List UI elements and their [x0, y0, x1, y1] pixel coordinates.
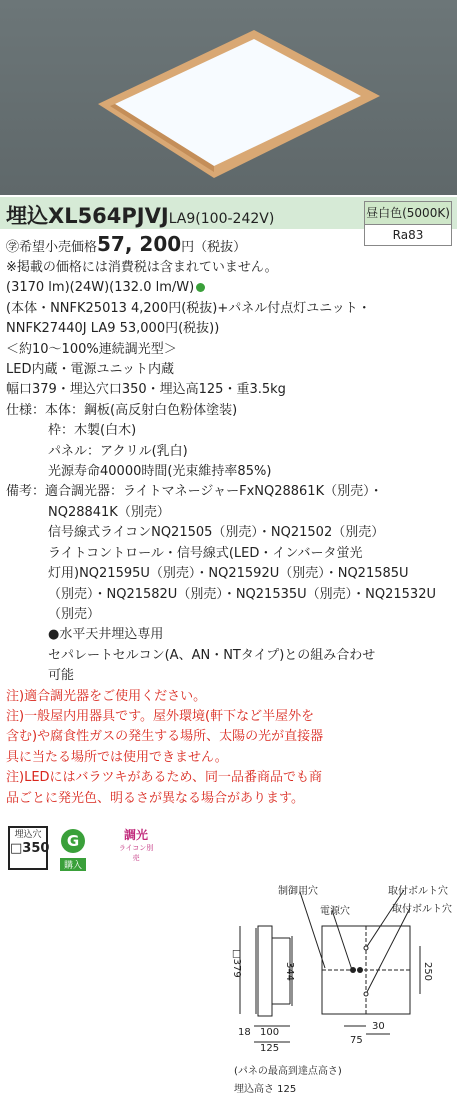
- spec-line: ●水平天井埋込専用: [48, 627, 164, 643]
- spec-line: 枠：木製(白木): [48, 423, 137, 439]
- dim-125: 125: [260, 1043, 280, 1054]
- spec-line: 仕様：本体：鋼板(高反射白色粉体塗装): [6, 402, 238, 418]
- note-line: 品ごとに発光色、明るさが異なる場合があります。: [6, 790, 304, 806]
- price-amount: 57, 200: [97, 232, 182, 256]
- bolt-hole-label-2: 取付ボルト穴: [392, 904, 452, 915]
- embed-height-note: 埋込高さ 125: [234, 1084, 297, 1095]
- green-g-icon: [60, 828, 86, 854]
- dim-100: 100: [260, 1027, 280, 1038]
- spec-line: 灯用)NQ21595U（別売）・NQ21592U（別売）・NQ21585U: [48, 566, 409, 582]
- dim-344: 344: [284, 961, 296, 982]
- spec-line: NNFK27440J LA9 53,000円(税抜)): [6, 321, 220, 337]
- model-suffix: LA9: [168, 211, 196, 227]
- note-line: 注)LEDにはバラツキがあるため、同一品番商品でも商: [6, 770, 323, 786]
- dim-30: 30: [372, 1021, 385, 1032]
- note-line: 含む)や腐食性ガスの発生する場所、太陽の光が直接器: [6, 729, 324, 745]
- model-main: 埋込XL564PJVJ: [6, 204, 169, 228]
- spec-line: （別売）: [48, 606, 101, 622]
- spec-line: ※掲載の価格には消費税は含まれていません。: [6, 260, 278, 275]
- note-line: 注)適合調光器をご使用ください。: [6, 688, 207, 704]
- panel-height-note: (パネの最高到達点高さ): [234, 1066, 342, 1077]
- spec-line: 光源寿命40000時間(光束維持率85%): [48, 464, 272, 480]
- voltage: (100-242V): [195, 211, 275, 227]
- price-line: [6, 232, 246, 256]
- spec-text: [6, 258, 454, 809]
- dimension-drawing: [220, 878, 457, 1098]
- note-line: 具に当たる場所では使用できません。: [6, 749, 228, 765]
- spec-line: 信号線式ライコンNQ21505（別売）・NQ21502（別売）: [48, 525, 385, 541]
- spec-line: (3170 lm)(24W)(132.0 lm/W): [6, 278, 454, 298]
- spec-line: セパレートセルコン(A、AN・NTタイプ)との組み合わせ: [48, 647, 376, 663]
- price-suffix: 円（税抜）: [181, 240, 247, 255]
- color-temp-badge: 昼白色(5000K): [364, 201, 452, 225]
- ceiling-light-image: [0, 0, 457, 195]
- spec-line: （別売）・NQ21582U（別売）・NQ21535U（別売）・NQ21532U: [48, 586, 436, 602]
- eco-leaf-icon: [196, 283, 205, 292]
- spec-line: (本体・NNFK25013 4,200円(税抜)+パネル付点灯ユニット・: [6, 300, 371, 316]
- dimming-icon: [116, 826, 156, 870]
- note-line: 注)一般屋内用器具です。屋外環境(軒下など半屋外を: [6, 708, 315, 724]
- spec-line: ライトコントロール・信号線式(LED・インバータ蛍光: [48, 545, 363, 561]
- power-hole-label: 電源穴: [320, 906, 350, 917]
- dim-18: 18: [238, 1027, 251, 1038]
- dim-sub: ライコン別売: [118, 844, 154, 862]
- spec-line: NQ28841K（別売）: [48, 504, 170, 520]
- dim-379: □379: [230, 949, 242, 978]
- product-photo: [0, 0, 457, 195]
- dim-75: 75: [350, 1035, 363, 1046]
- ra-badge: Ra83: [364, 224, 452, 246]
- hole-label: 埋込穴: [14, 830, 42, 840]
- control-hole-label: 制御用穴: [278, 886, 318, 897]
- spec-line: 備考：適合調光器：ライトマネージャーFxNQ28861K（別売）・: [6, 484, 383, 500]
- svg-text:G: G: [66, 832, 80, 850]
- bolt-hole-label-1: 取付ボルト穴: [388, 886, 448, 897]
- green-label: 購入: [60, 858, 86, 871]
- spec-line: ＜約10～100%連続調光型＞: [6, 341, 177, 357]
- spec-line: 可能: [48, 668, 75, 684]
- dim-250: 250: [422, 961, 434, 982]
- spec-line: LED内蔵・電源ユニット内蔵: [6, 362, 174, 378]
- green-purchase-icon: [60, 828, 86, 871]
- spec-line: 幅口379・埋込穴口350・埋込高125・重3.5kg: [6, 382, 286, 398]
- hole-value: □350: [10, 841, 50, 856]
- hole-size-icon: [8, 826, 48, 870]
- dim-label: 調光: [123, 828, 148, 842]
- price-prefix: ㊫希望小売価格: [6, 240, 98, 255]
- model-number: [6, 200, 274, 230]
- spec-line: パネル：アクリル(乳白): [48, 443, 188, 459]
